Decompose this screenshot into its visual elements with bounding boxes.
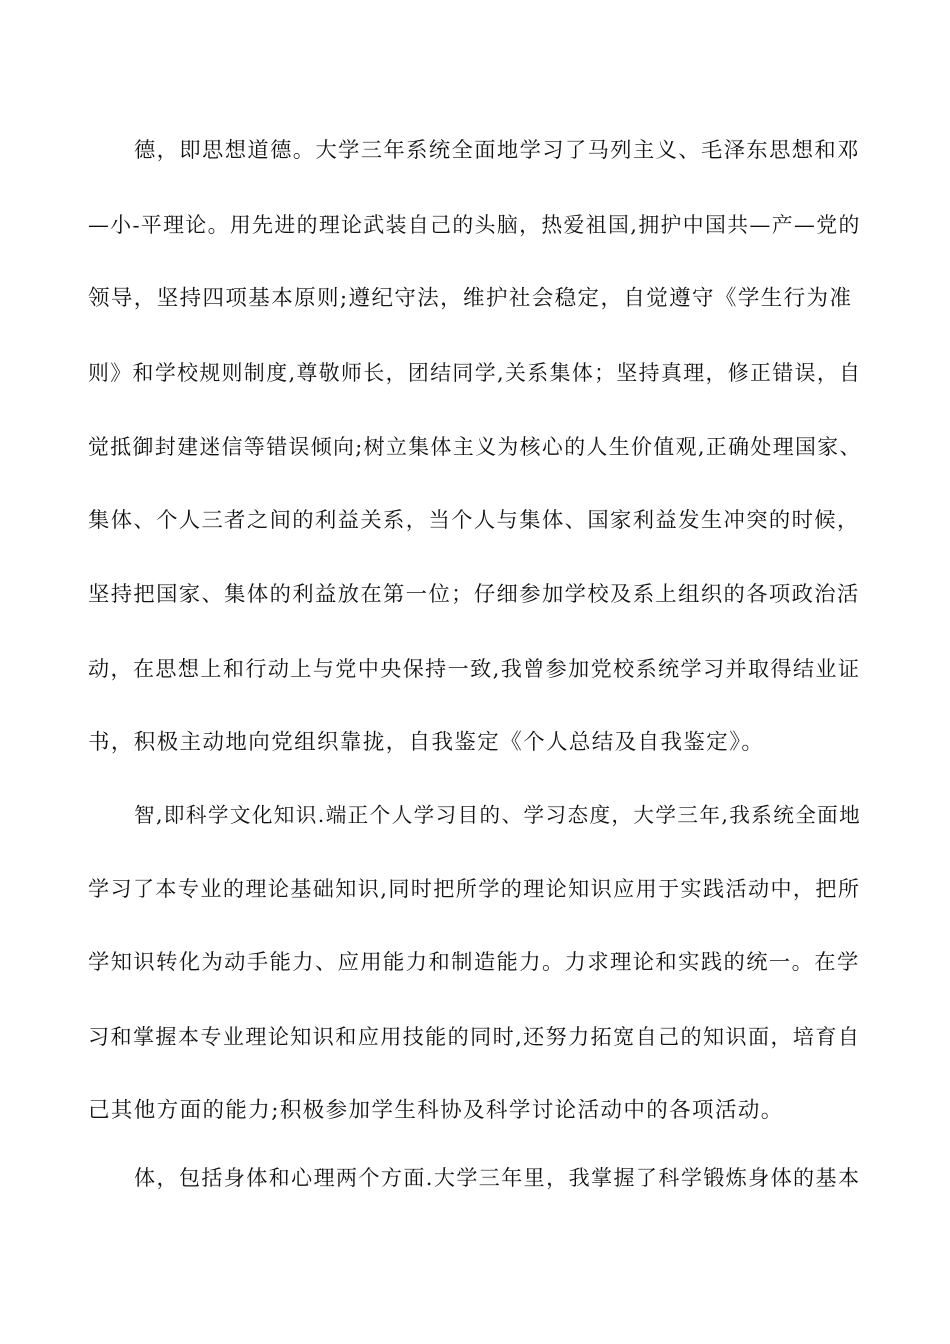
paragraph-2-line-2: 学习了本专业的理论基础知识,同时把所学的理论知识应用于实践活动中，把所: [88, 876, 861, 901]
paragraph-1-line-5: 觉抵御封建迷信等错误倾向;树立集体主义为核心的人生价值观,正确处理国家、: [88, 435, 862, 459]
paragraph-1-line-1: 德，即思想道德。大学三年系统全面地学习了马列主义、毛泽东思想和邓: [134, 138, 860, 163]
paragraph-1-line-6: 集体、个人三者之间的利益关系，当个人与集体、国家利益发生冲突的时候，: [88, 508, 860, 533]
paragraph-2-line-1: 智,即科学文化知识.端正个人学习目的、学习态度，大学三年,我系统全面地: [134, 803, 862, 827]
paragraph-1-line-2: —小-平理论。用先进的理论武装自己的头脑，热爱祖国,拥护中国共—产—党的: [88, 213, 861, 237]
paragraph-1-line-3: 领导，坚持四项基本原则;遵纪守法，维护社会稳定，自觉遵守《学生行为准: [88, 286, 853, 311]
paragraph-1-line-8: 动，在思想上和行动上与党中央保持一致,我曾参加党校系统学习并取得结业证: [88, 656, 861, 681]
paragraph-1-line-4: 则》和学校规则制度,尊敬师长，团结同学,关系集体；坚持真理，修正错误，自: [88, 361, 862, 385]
paragraph-1-line-9: 书，积极主动地向党组织靠拢，自我鉴定《个人总结及自我鉴定》。: [88, 730, 765, 755]
paragraph-2-line-5: 己其他方面的能力;积极参加学生科协及科学讨论活动中的各项活动。: [88, 1098, 784, 1123]
paragraph-2-line-3: 学知识转化为动手能力、应用能力和制造能力。力求理论和实践的统一。在学: [88, 950, 860, 975]
paragraph-2-line-4: 习和掌握本专业理论知识和应用技能的同时,还努力拓宽自己的知识面，培育自: [88, 1024, 861, 1049]
paragraph-1-line-7: 坚持把国家、集体的利益放在第一位；仔细参加学校及系上组织的各项政治活: [88, 582, 860, 607]
paragraph-3-line-1: 体，包括身体和心理两个方面.大学三年里，我掌握了科学锻炼身体的基本: [134, 1165, 861, 1190]
